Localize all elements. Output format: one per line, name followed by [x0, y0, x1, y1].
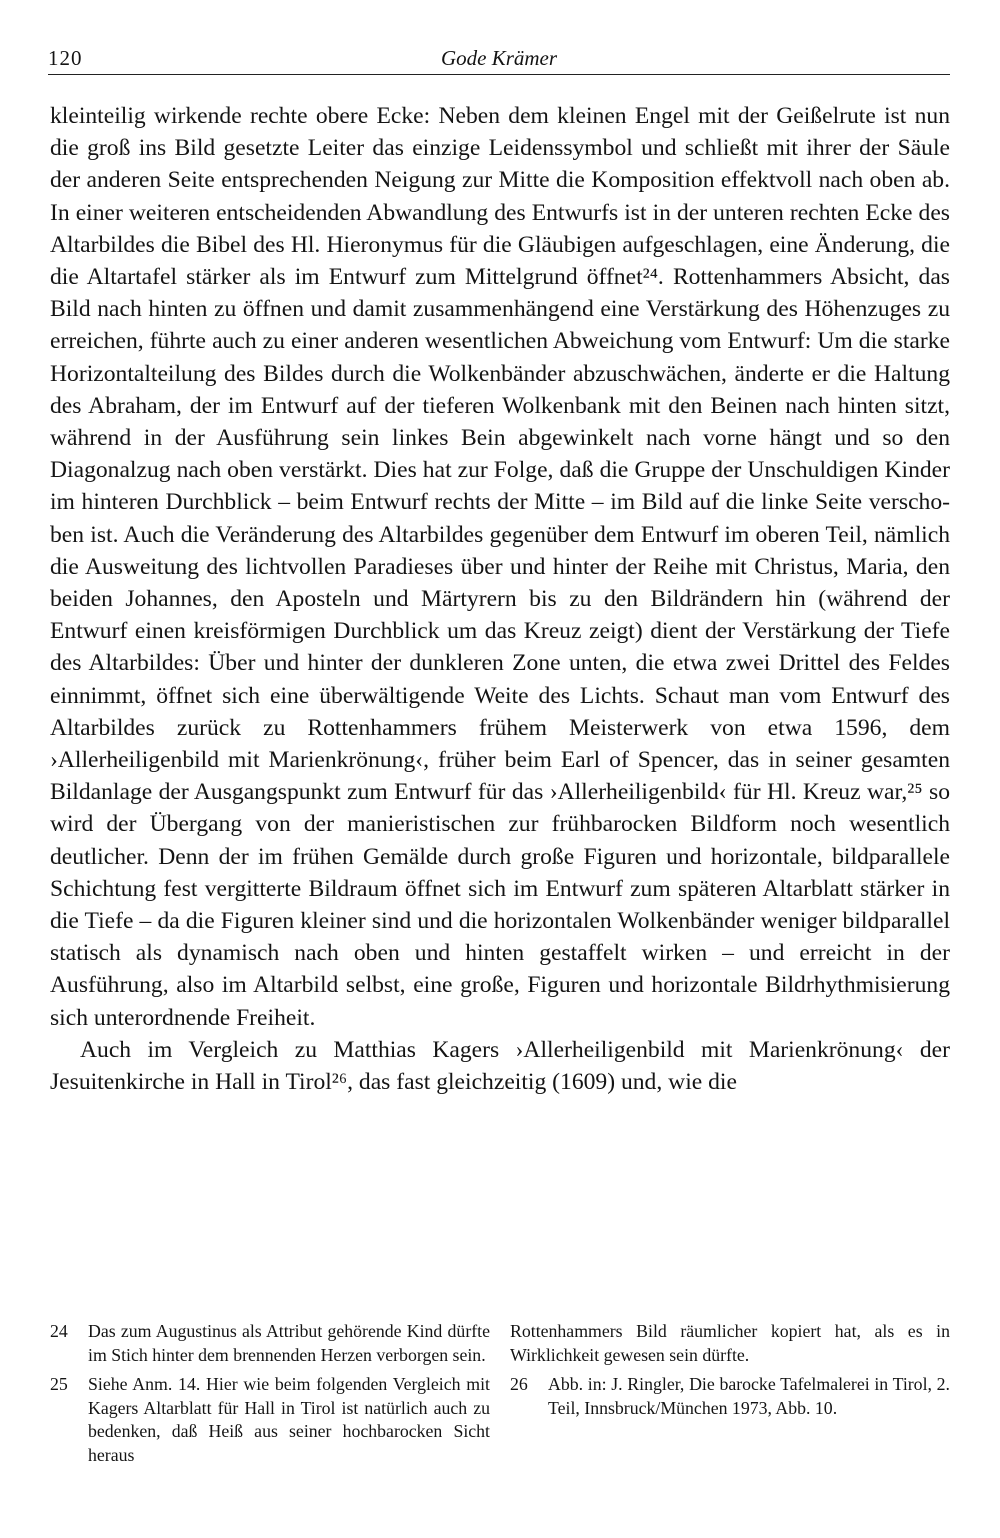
- footnote-number: 25: [50, 1374, 68, 1394]
- running-head: Gode Krämer: [440, 46, 558, 70]
- page-header: [48, 44, 950, 75]
- footnote-column-left: [50, 1320, 490, 1473]
- body-text: [50, 100, 950, 1098]
- footnote-26: [510, 1373, 950, 1420]
- footnote-text: Das zum Augustinus als Attribut gehörende Kind dürfte im Stich hinter dem brennenden Herzen verborgen sein.: [88, 1321, 490, 1365]
- footnote-text: Siehe Anm. 14. Hier wie beim folgenden Vergleich mit Kagers Altarblatt für Hall in Tirol ist natürlich auch zu bedenken, daß Heiß aus seiner hochbarocken Sicht heraus: [88, 1374, 490, 1465]
- footnote-25-continuation: Rottenhammers Bild räumlicher kopiert hat, als es in Wirklichkeit gewesen sein dürfte.: [510, 1321, 950, 1365]
- footnote-column-right: [510, 1320, 950, 1473]
- footnote-24: [50, 1320, 490, 1367]
- footnote-number: 24: [50, 1321, 68, 1341]
- footnote-text: Abb. in: J. Ringler, Die barocke Tafelmalerei in Tirol, 2. Teil, Innsbruck/München 1973, Abb. 10.: [548, 1374, 950, 1418]
- footnote-25: [50, 1373, 490, 1467]
- footnote-number: 26: [510, 1374, 528, 1394]
- paragraph: kleinteilig wirkende rechte obere Ecke: Neben dem kleinen Engel mit der Geißelrute ist nun die groß ins Bild gesetzte Leiter das einzige Leidenssymbol und schließt mit ihrer der Säule der anderen Seite entsprechenden Neigung zur Mitte die Komposition effektvoll nach oben ab. In einer weiteren entscheidenden Abwandlung des Entwurfs ist in der unteren rechten Ecke des Altarbildes die Bibel des Hl. Hieronymus für die Gläubigen aufgeschlagen, eine Änderung, die die Altartafel stärker als im Entwurf zum Mittelgrund öffnet²⁴. Rottenhammers Absicht, das Bild nach hinten zu öffnen und damit zusammenhängend eine Verstärkung des Höhenzuges zu erreichen, führte auch zu einer anderen wesentlichen Abweichung vom Entwurf: Um die starke Horizontalteilung des Bildes durch die Wolkenbänder abzuschwächen, änderte er die Haltung des Abraham, der im Entwurf auf der tieferen Wolkenbank mit den Beinen nach hinten sitzt, während in der Ausführung sein linkes Bein abgewinkelt nach vorne hängt und so den Diagonalzug nach oben verstärkt. Dies hat zur Folge, daß die Gruppe der Unschuldigen Kinder im hinteren Durchblick – beim Entwurf rechts der Mitte – im Bild auf die linke Seite verschoben ist. Auch die Veränderung des Altarbildes gegenüber dem Entwurf im oberen Teil, nämlich die Ausweitung des lichtvollen Paradieses über und hinter der Reihe mit Christus, Maria, den beiden Johannes, den Aposteln und Märtyrern bis zu den Bildrändern hin (während der Entwurf einen kreisförmigen Durchblick um das Kreuz zeigt) dient der Verstärkung der Tiefe des Altarbildes: Über und hinter der dunkleren Zone unten, die etwa zwei Drittel des Feldes einnimmt, öffnet sich eine überwältigende Weite des Lichts. Schaut man vom Entwurf des Altarbildes zurück zu Rottenhammers frühem Meisterwerk von etwa 1596, dem ›Allerheiligenbild mit Marienkrönung‹, früher beim Earl of Spencer, das in seiner gesamten Bildanlage der Ausgangspunkt zum Entwurf für das ›Allerheiligenbild‹ für Hl. Kreuz war,²⁵ so wird der Übergang von der manieristischen zur frühbarocken Bildform noch wesentlich deutlicher. Denn der im frühen Gemälde durch große Figuren und horizontale, bildparallele Schichtung fest vergitterte Bildraum öffnet sich im Entwurf zum späteren Altarblatt stärker in die Tiefe – da die Figuren kleiner sind und die horizontalen Wolkenbänder weniger bildparallel statisch als dynamisch nach oben und hinten gestaffelt wirken – und erreicht in der Ausführung, also im Altarbild selbst, eine große, Figuren und horizontale Bildrhythmisierung sich unterordnende Freiheit.: [50, 103, 950, 1031]
- footnotes: [50, 1320, 950, 1473]
- page-number: 120: [48, 46, 83, 70]
- paragraph: Auch im Vergleich zu Matthias Kagers ›Allerheiligenbild mit Marienkrönung‹ der Jesuitenkirche in Hall in Tirol²⁶, das fast gleichzeitig (1609) und, wie die: [50, 1036, 950, 1096]
